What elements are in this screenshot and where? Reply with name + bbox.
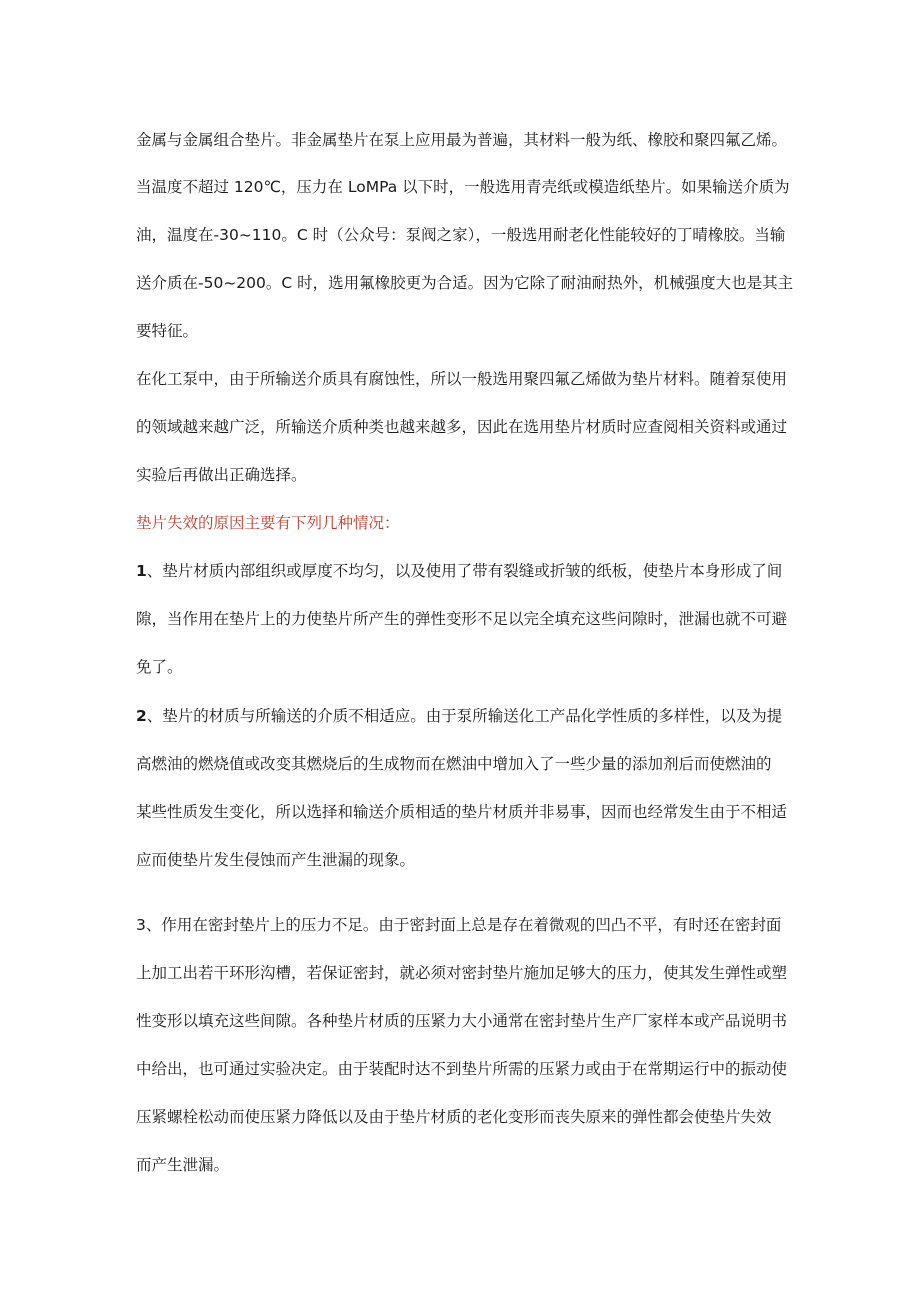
text-line: 在化工泵中，由于所输送介质具有腐蚀性，所以一般选用聚四氟乙烯做为垫片材料。随着泵使用 [136, 370, 788, 388]
text-line: 某些性质发生变化，所以选择和输送介质相适的垫片材质并非易事，因而也经常发生由于不相适 [136, 803, 788, 821]
item-text: 、垫片材质内部组织或厚度不均匀，以及使用了带有裂缝或折皱的纸板，使垫片本身形成了间 [146, 562, 783, 580]
text-line: 性变形以填充这些间隙。各种垫片材质的压紧力大小通常在密封垫片生产厂家样本或产品说明书 [136, 1012, 788, 1030]
text-line: 上加工出若干环形沟槽，若保证密封，就必须对密封垫片施加足够大的压力，使其发生弹性或塑 [136, 964, 788, 982]
text-line: 实验后再做出正确选择。 [136, 466, 307, 484]
text-line: 要特征。 [136, 322, 199, 340]
text-line [136, 560, 816, 582]
text-line: 隙，当作用在垫片上的力使垫片所产生的弹性变形不足以完全填充这些问隙时，泄漏也就不可避 [136, 610, 788, 628]
item-number: 1 [136, 562, 147, 580]
text-line: 压紧螺栓松动而使压紧力降低以及由于垫片材质的老化变形而丧失原来的弹性都会使垫片失效 [136, 1108, 772, 1126]
text-line: 油，温度在-30~110。C 时（公众号：泵阀之家），一般选用耐老化性能较好的丁晴橡胶。当输 [136, 226, 786, 244]
text-line: 免了。 [136, 658, 183, 676]
text-line: 送介质在-50~200。C 时，选用氟橡胶更为合适。因为它除了耐油耐热外，机械强度大也是其主 [136, 274, 794, 292]
text-line: 中给出，也可通过实验决定。由于装配时达不到垫片所需的压紧力或由于在常期运行中的振动使 [136, 1060, 788, 1078]
text-line: 而产生泄漏。 [136, 1156, 230, 1174]
text-line: 高燃油的燃烧值或改变其燃烧后的生成物而在燃油中增加入了一些少量的添加剂后而使燃油的 [136, 755, 772, 773]
item-text: 、垫片的材质与所输送的介质不相适应。由于泵所输送化工产品化学性质的多样性，以及为提 [146, 707, 783, 725]
text-line: 应而使垫片发生侵蚀而产生泄漏的现象。 [136, 851, 416, 869]
text-line: 3、作用在密封垫片上的压力不足。由于密封面上总是存在着微观的凹凸不平，有时还在密封面 [136, 916, 782, 934]
text-line: 的领域越来越广泛，所输送介质种类也越来越多，因此在选用垫片材质时应查阅相关资料或通过 [136, 418, 788, 436]
text-line: 当温度不超过 120℃，压力在 LoMPa 以下时，一般选用青壳纸或模造纸垫片。如果输送介质为 [136, 178, 790, 196]
text-line [136, 705, 816, 727]
text-line: 金属与金属组合垫片。非金属垫片在泵上应用最为普遍，其材料一般为纸、橡胶和聚四氟乙烯。 [136, 131, 788, 149]
section-heading: 垫片失效的原因主要有下列几种情况： [136, 514, 400, 532]
item-number: 2 [136, 707, 147, 725]
